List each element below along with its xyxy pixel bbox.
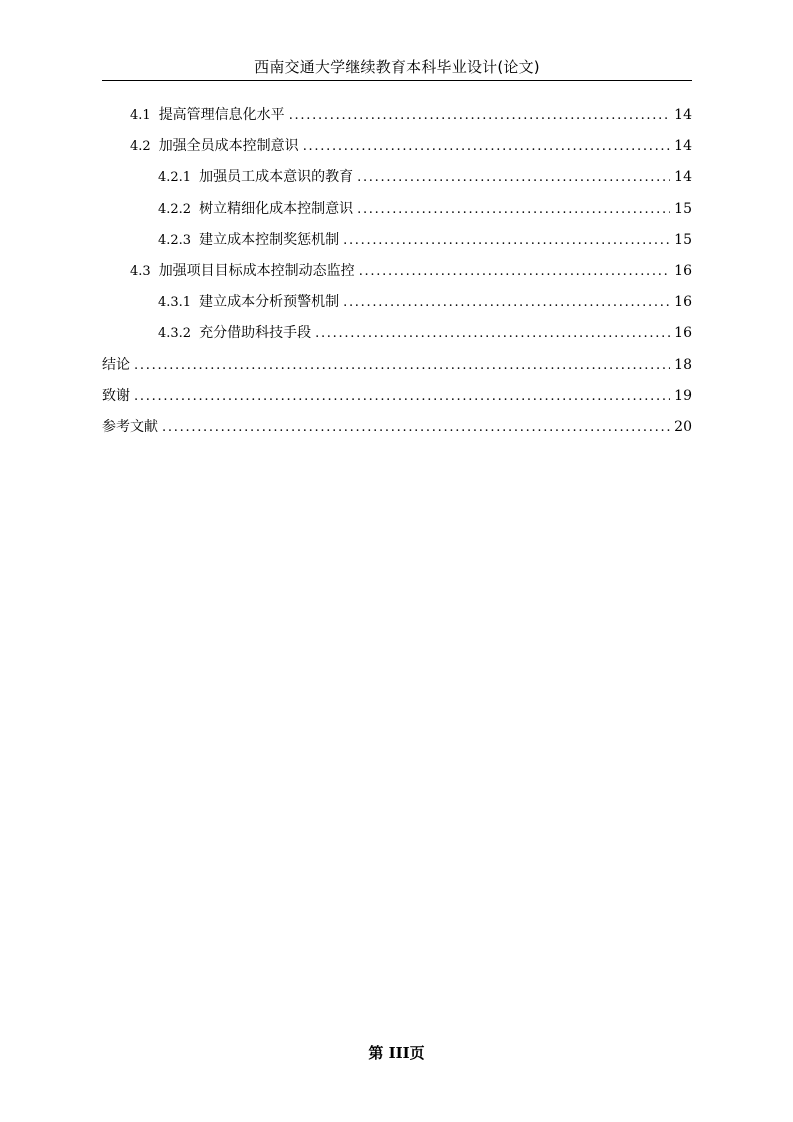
toc-dot-leader	[303, 131, 670, 162]
toc-entry-number: 4.2.2	[158, 201, 192, 217]
toc-entry-title: 加强项目目标成本控制动态监控	[158, 262, 355, 279]
toc-entry-page: 16	[674, 325, 692, 342]
toc-entry-4-3[interactable]	[102, 256, 692, 287]
toc-entry-title: 建立成本分析预警机制	[199, 294, 340, 311]
toc-entry-page: 14	[674, 138, 692, 155]
toc-entry-title: 加强全员成本控制意识	[158, 138, 299, 155]
toc-entry-conclusion[interactable]	[102, 350, 692, 381]
toc-entry-title: 树立精细化成本控制意识	[199, 200, 354, 217]
table-of-contents	[102, 100, 692, 443]
toc-entry-page: 14	[674, 169, 692, 186]
toc-entry-4-2-3[interactable]	[102, 225, 692, 256]
toc-entry-page: 15	[674, 231, 692, 248]
toc-entry-number: 4.2.3	[158, 232, 192, 248]
toc-entry-page: 16	[674, 262, 692, 279]
toc-entry-4-1[interactable]	[102, 100, 692, 131]
toc-entry-page: 18	[674, 356, 692, 373]
document-title: 西南交通大学继续教育本科毕业设计(论文)	[254, 58, 540, 76]
toc-entry-title: 提高管理信息化水平	[158, 107, 285, 123]
toc-dot-leader	[343, 225, 670, 256]
toc-entry-page: 15	[674, 200, 692, 217]
toc-entry-4-2-1[interactable]	[102, 162, 692, 193]
toc-entry-acknowledgements[interactable]	[102, 381, 692, 412]
toc-entry-page: 16	[674, 294, 692, 311]
page-number: 第 III页	[368, 1044, 425, 1062]
toc-dot-leader	[315, 318, 670, 349]
page-footer	[0, 1042, 793, 1063]
toc-entry-page: 14	[674, 107, 692, 123]
toc-entry-number: 4.2.1	[158, 170, 192, 186]
toc-dot-leader	[134, 350, 670, 381]
toc-dot-leader	[134, 381, 670, 412]
toc-dot-leader	[343, 287, 670, 318]
toc-entry-references[interactable]	[102, 412, 692, 443]
toc-entry-page: 20	[674, 418, 692, 435]
toc-dot-leader	[359, 256, 670, 287]
toc-entry-title: 参考文献	[102, 418, 158, 435]
toc-entry-number: 4.3	[130, 263, 151, 279]
toc-entry-title: 结论	[102, 356, 130, 373]
page-header	[102, 54, 692, 81]
toc-entry-title: 建立成本控制奖惩机制	[199, 231, 340, 248]
toc-entry-number: 4.3.1	[158, 295, 192, 311]
toc-dot-leader	[162, 412, 670, 443]
toc-entry-4-2[interactable]	[102, 131, 692, 162]
toc-entry-4-2-2[interactable]	[102, 194, 692, 225]
toc-dot-leader	[357, 162, 670, 193]
toc-entry-page: 19	[674, 387, 692, 404]
toc-dot-leader	[289, 100, 670, 131]
toc-dot-leader	[357, 194, 670, 225]
toc-entry-4-3-1[interactable]	[102, 287, 692, 318]
toc-entry-number: 4.3.2	[158, 326, 192, 342]
toc-entry-4-3-2[interactable]	[102, 318, 692, 349]
toc-entry-title: 充分借助科技手段	[199, 325, 312, 342]
toc-entry-title: 加强员工成本意识的教育	[199, 169, 354, 186]
toc-entry-number: 4.1	[130, 108, 151, 123]
toc-entry-number: 4.2	[130, 139, 151, 155]
toc-entry-title: 致谢	[102, 387, 130, 404]
